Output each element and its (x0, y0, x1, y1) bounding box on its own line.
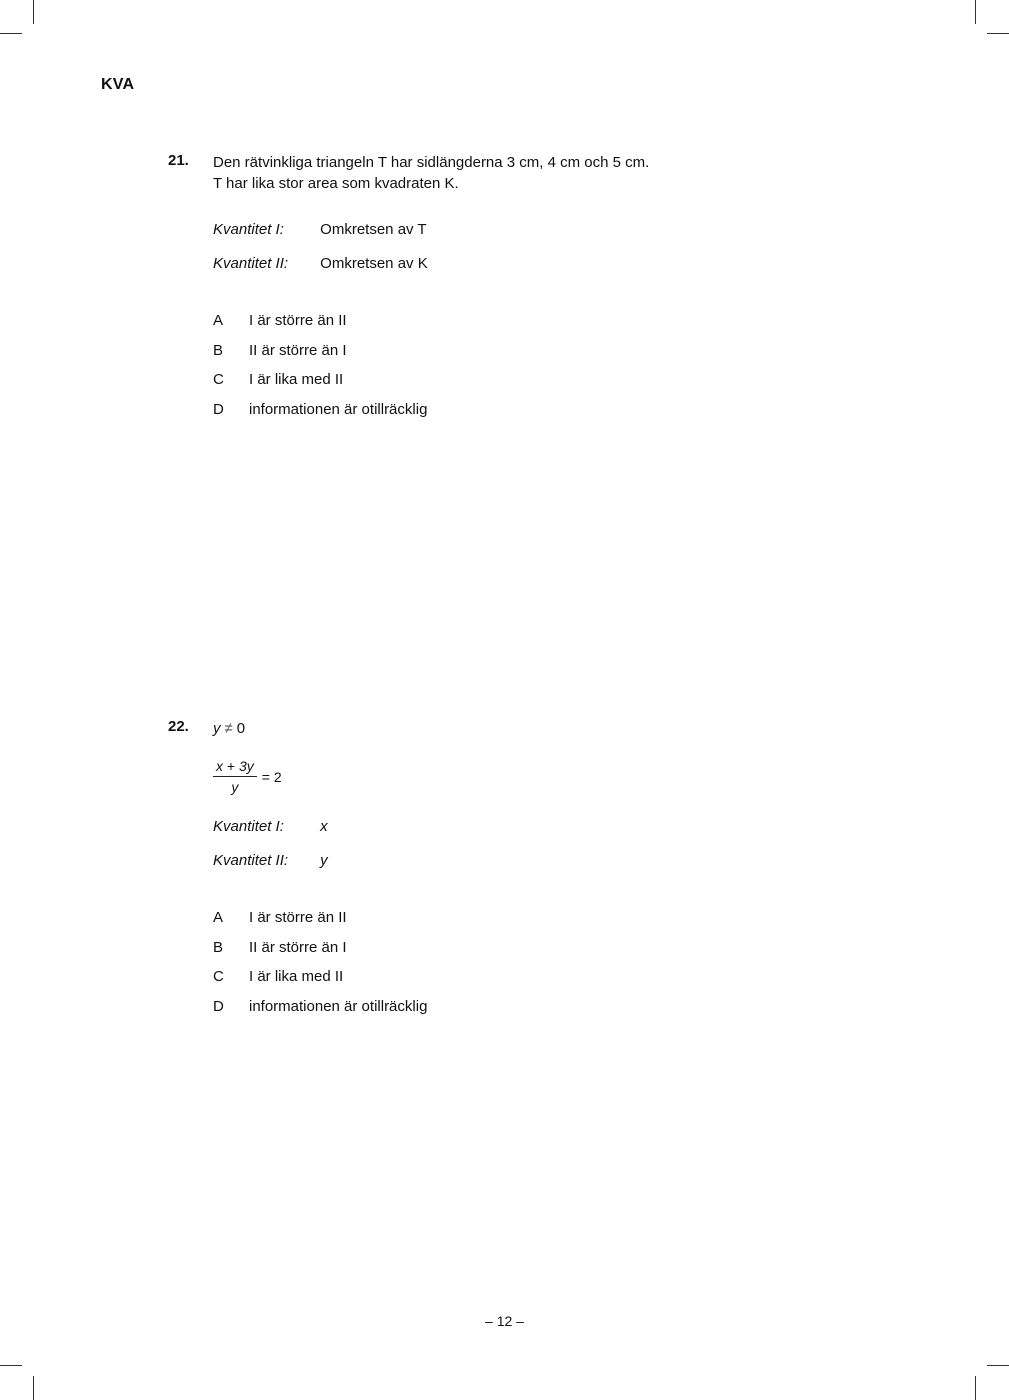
option-letter: A (213, 312, 224, 329)
equation-rhs: = 2 (261, 768, 282, 785)
answer-option-a[interactable] (213, 312, 427, 342)
quantity-2 (213, 255, 428, 272)
not-equal-symbol: ≠ (224, 720, 233, 737)
answer-options (213, 312, 427, 430)
answer-option-d[interactable] (213, 401, 427, 431)
quantity-1-label: Kvantitet I: (213, 818, 284, 835)
crop-mark-top-right-horizontal (987, 33, 1009, 34)
section-code: KVA (101, 76, 135, 93)
fraction (213, 758, 257, 795)
answer-option-c[interactable] (213, 371, 427, 401)
option-letter: C (213, 968, 224, 985)
question-stem-line: T har lika stor area som kvadraten K. (213, 175, 459, 192)
question-stem (213, 152, 773, 194)
fraction-denominator: y (231, 779, 239, 795)
question-21 (168, 152, 788, 432)
page-number: – 12 – (485, 1313, 524, 1329)
answer-option-b[interactable] (213, 939, 427, 969)
option-text: I är större än II (249, 909, 347, 926)
option-text: I är större än II (249, 312, 347, 329)
answer-options (213, 909, 427, 1027)
fraction-numerator (213, 758, 257, 777)
option-letter: A (213, 909, 224, 926)
quantity-1-value: x (320, 818, 328, 835)
numerator-left: x (216, 758, 223, 774)
answer-option-d[interactable] (213, 998, 427, 1028)
equation (213, 758, 282, 795)
question-number: 22. (168, 718, 189, 735)
option-text: I är lika med II (249, 371, 344, 388)
quantity-2 (213, 852, 328, 869)
option-text: II är större än I (249, 938, 347, 956)
answer-option-a[interactable] (213, 909, 427, 939)
crop-mark-bottom-left-horizontal (0, 1365, 22, 1366)
question-condition (213, 718, 773, 739)
question-22 (168, 718, 788, 1018)
condition-variable: y (213, 720, 221, 737)
quantity-1-value: Omkretsen av T (320, 221, 427, 238)
crop-mark-bottom-right-horizontal (987, 1365, 1009, 1366)
numerator-right: 3y (238, 758, 254, 774)
answer-option-c[interactable] (213, 968, 427, 998)
option-text: informationen är otillräcklig (249, 400, 428, 418)
quantity-1-label: Kvantitet I: (213, 221, 284, 238)
quantity-1 (213, 818, 328, 835)
option-text: I är lika med II (249, 968, 344, 985)
crop-mark-bottom-left-vertical (33, 1376, 34, 1400)
numerator-operator: + (223, 758, 239, 774)
crop-mark-top-left-vertical (33, 0, 34, 24)
condition-expression (213, 720, 245, 737)
quantity-2-value: y (320, 852, 328, 869)
condition-value: 0 (236, 720, 246, 737)
option-letter: B (213, 938, 224, 956)
crop-mark-top-right-vertical (975, 0, 976, 24)
question-stem-line: Den rätvinkliga triangeln T har sidlängderna 3 cm, 4 cm och 5 cm. (213, 154, 650, 171)
question-number: 21. (168, 152, 189, 169)
option-letter: B (213, 341, 224, 359)
option-text: informationen är otillräcklig (249, 997, 428, 1015)
option-letter: D (213, 400, 224, 418)
quantity-2-value: Omkretsen av K (320, 255, 428, 272)
option-letter: D (213, 997, 224, 1015)
option-text: II är större än I (249, 341, 347, 359)
quantity-2-label: Kvantitet II: (213, 255, 289, 272)
quantity-2-label: Kvantitet II: (213, 852, 289, 869)
option-letter: C (213, 371, 224, 388)
crop-mark-top-left-horizontal (0, 33, 22, 34)
quantity-1 (213, 221, 427, 238)
answer-option-b[interactable] (213, 342, 427, 372)
crop-mark-bottom-right-vertical (975, 1376, 976, 1400)
